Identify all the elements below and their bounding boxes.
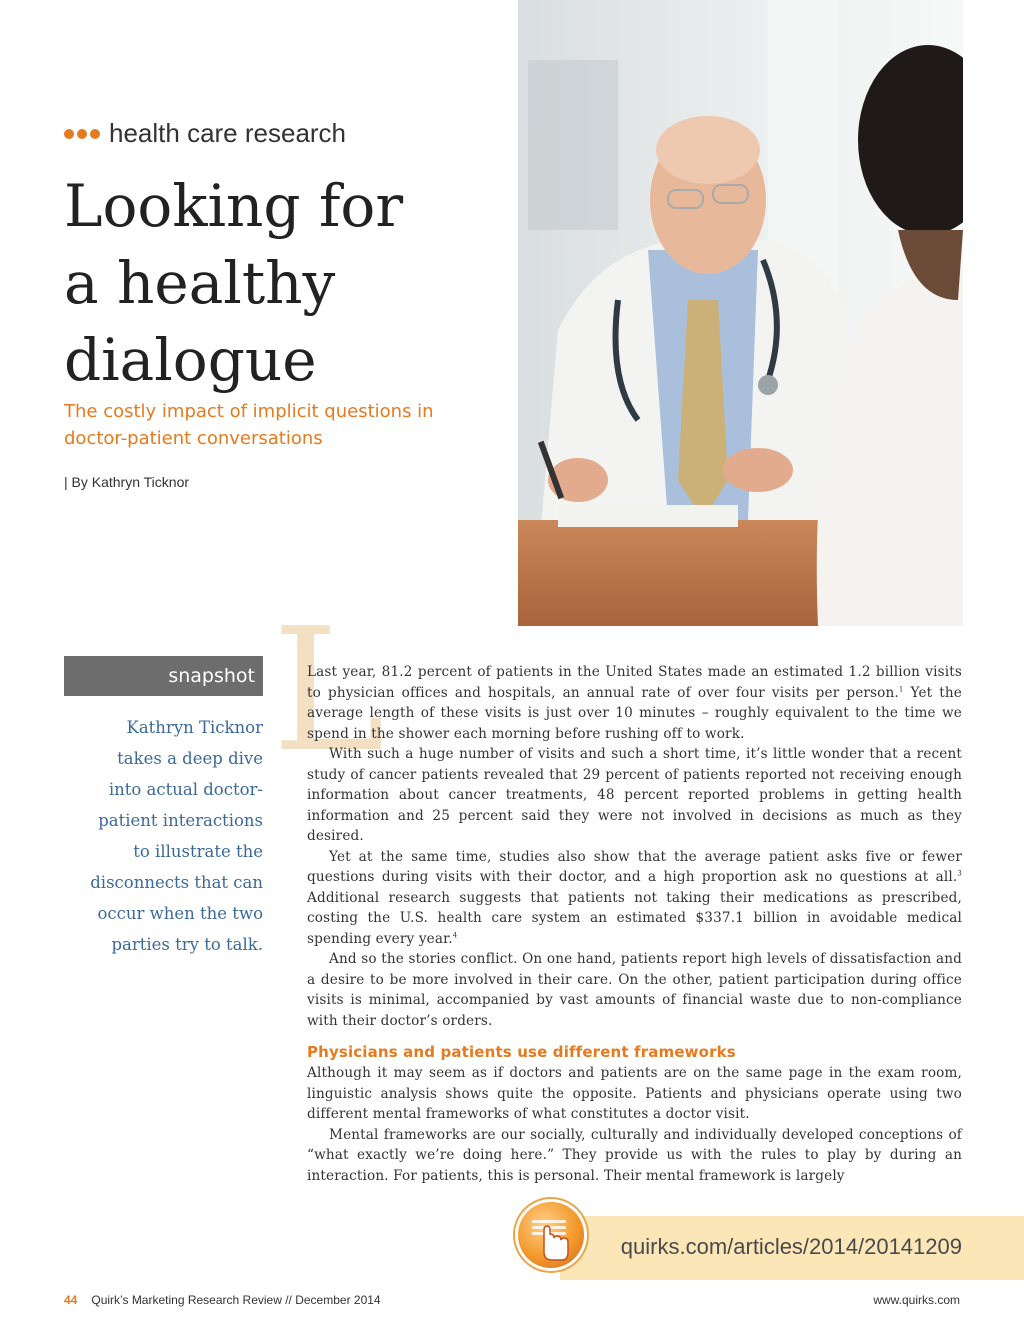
page-number: 44 <box>64 1293 78 1307</box>
article-subhead <box>64 398 504 452</box>
snapshot-line: takes a deep dive <box>117 749 263 768</box>
drop-cap: L <box>272 592 385 790</box>
body-paragraph: And so the stories conflict. On one hand, patients report high levels of dissatisfaction and a desire to be more involved in their care. On the other, patient participation during office visits is minimal, accompanied by vast amounts of financial waste due to non-compliance with their doctor’s orders. <box>307 951 962 1029</box>
headline-line: Looking for <box>64 172 404 240</box>
subhead-line: doctor-patient conversations <box>64 428 323 449</box>
byline: | By Kathryn Ticknor <box>64 474 190 490</box>
body-paragraph: Yet at the same time, studies also show that the average patient asks five or fewer questions during visits with their doctor, and a high proportion ask no questions at all.$^3$ Additional research suggests that patients not taking their medications as prescribed, costing the U.S. health care system an estimated $337.1 billion in avoidable medical spending every year.$^4$ <box>307 848 962 947</box>
article-url-banner[interactable] <box>560 1216 1024 1280</box>
hand-pointer-icon[interactable] <box>518 1202 584 1268</box>
headline-line: a healthy <box>64 249 336 317</box>
body-paragraph: With such a huge number of visits and such a short time, it’s little wonder that a recent study of cancer patients revealed that 29 percent of patients reported not receiving enough information about cancer treatments, 48 percent reported problems in getting health information and 25 percent said they were not involved in decisions as much as they desired. <box>307 746 962 844</box>
body-paragraph: Mental frameworks are our socially, culturally and individually developed conceptions of “what exactly we’re doing here.” They provide us with the rules to play by during an interaction. For patients, this is personal. Their mental framework is largely <box>307 1126 962 1184</box>
publication-info: Quirk’s Marketing Research Review // December 2014 <box>91 1293 381 1307</box>
snapshot-line: occur when the two <box>97 904 263 923</box>
doctor-patient-photo <box>518 0 963 626</box>
snapshot-line: to illustrate the <box>133 842 263 861</box>
snapshot-line: Kathryn Ticknor <box>126 718 263 737</box>
headline-line: dialogue <box>64 326 317 394</box>
section-tag-label: health care research <box>109 118 347 148</box>
snapshot-line: patient interactions <box>98 811 263 830</box>
bullet-dots-icon <box>64 129 100 139</box>
subhead-line: The costly impact of implicit questions in <box>64 401 434 422</box>
snapshot-line: parties try to talk. <box>111 935 263 954</box>
section-subheading: Physicians and patients use different frameworks <box>307 1043 736 1061</box>
article-body <box>307 662 962 1186</box>
page-footer <box>64 1293 381 1307</box>
snapshot-label: snapshot <box>64 656 263 696</box>
snapshot-summary <box>70 712 263 960</box>
body-paragraph: Although it may seem as if doctors and patients are on the same page in the exam room, linguistic analysis shows quite the opposite. Patients and physicians operate using two different mental frameworks of what constitutes a doctor visit. <box>307 1065 962 1122</box>
website-link[interactable]: www.quirks.com <box>873 1293 960 1307</box>
snapshot-line: disconnects that can <box>90 873 263 892</box>
article-headline <box>64 168 494 399</box>
article-url-link[interactable]: quirks.com/articles/2014/20141209 <box>620 1234 962 1259</box>
section-tag <box>64 118 346 149</box>
snapshot-line: into actual doctor- <box>108 780 263 799</box>
body-paragraph: Last year, 81.2 percent of patients in the United States made an estimated 1.2 billion visits to physician offices and hospitals, an annual rate of over four visits per person.$^1$ Yet the average length of these visits is just over 10 minutes – roughly equivalent to the time we spend in the shower each morning before rushing off to work. <box>307 664 962 742</box>
